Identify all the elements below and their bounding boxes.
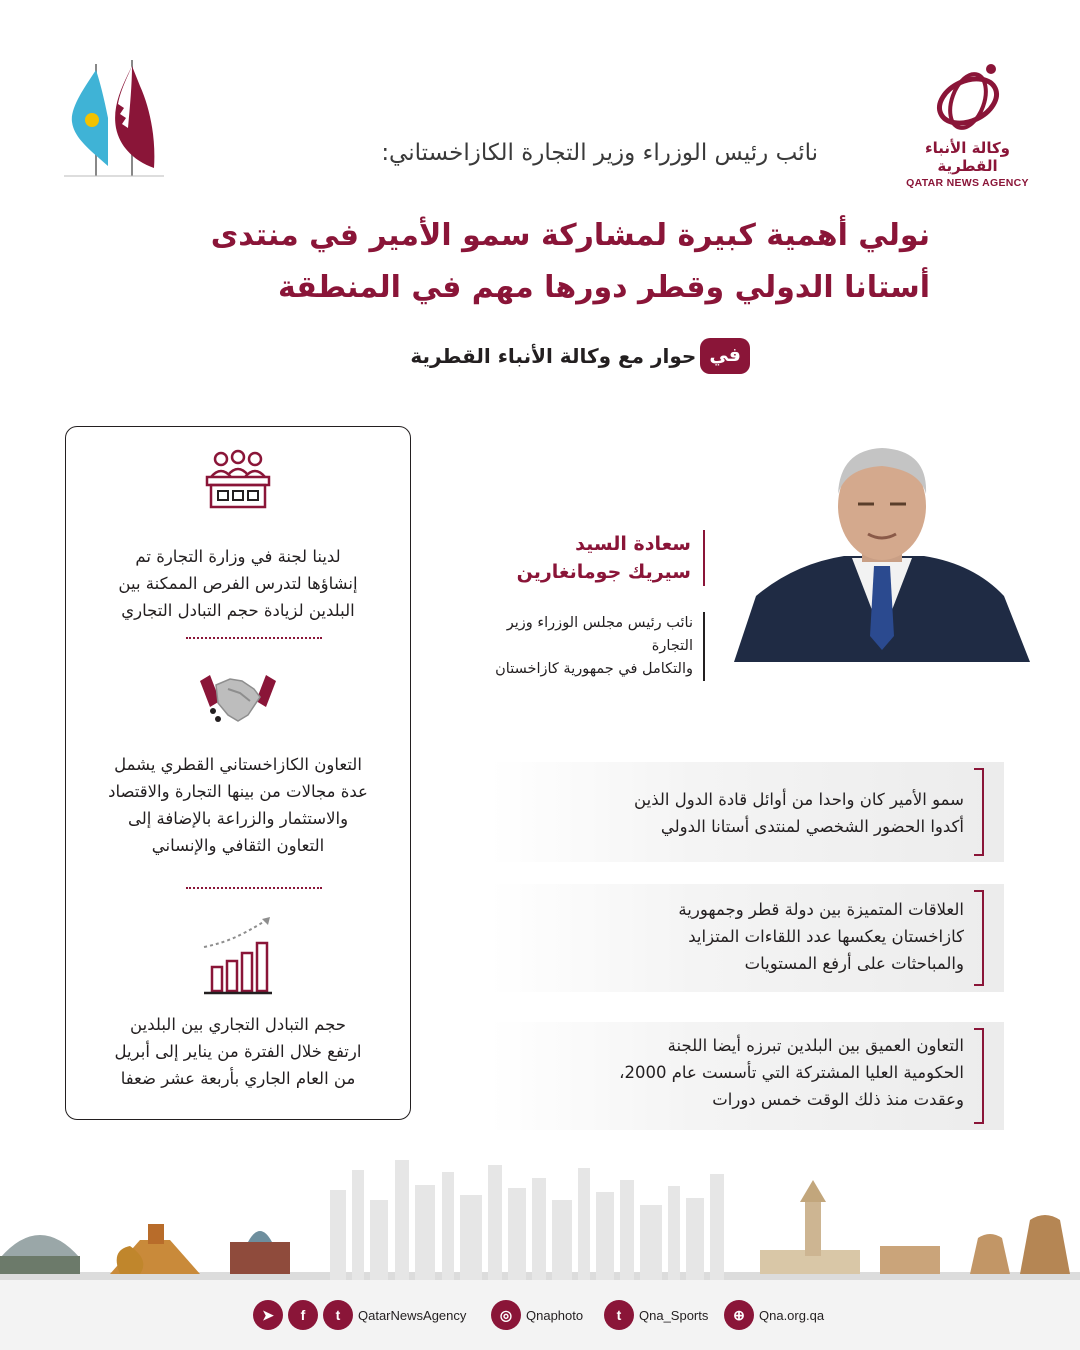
key-point-line: والاستثمار والزراعة بالإضافة إلى	[127, 809, 349, 828]
person-name: سيريك جومانغارين	[516, 561, 691, 583]
key-point-line: البلدين لزيادة حجم التبادل التجاري	[121, 601, 355, 620]
key-point-line: ارتفع خلال الفترة من يناير إلى أبريل	[114, 1042, 362, 1061]
subtitle: نائب رئيس الوزراء وزير التجارة الكازاخستاني:	[381, 140, 818, 166]
person-title: سعادة السيد	[575, 533, 691, 555]
person-position-block	[465, 612, 705, 681]
key-point-line: من العام الجاري بأربعة عشر ضعفا	[120, 1069, 356, 1088]
handshake-icon	[198, 667, 278, 731]
quote-line: أكدوا الحضور الشخصي لمنتدى أستانا الدولي	[660, 817, 964, 836]
quote-bracket	[974, 890, 984, 986]
quote-box	[490, 884, 1004, 992]
key-point	[66, 917, 410, 1092]
quote-bracket	[974, 768, 984, 856]
facebook-icon[interactable]: f	[288, 1300, 318, 1330]
divider	[186, 637, 322, 639]
portrait-image	[734, 436, 1030, 662]
person-name-block	[505, 530, 705, 586]
quote-line: كازاخستان يعكسها عدد اللقاءات المتزايد	[688, 927, 964, 946]
social-handle-main[interactable]: QatarNewsAgency	[358, 1307, 467, 1323]
divider	[186, 887, 322, 889]
social-handle-photo[interactable]: Qnaphoto	[526, 1307, 584, 1323]
skyline-image	[0, 1150, 1080, 1300]
logo-english-name: QATAR NEWS AGENCY	[906, 177, 1029, 189]
headline-line: أستانا الدولي وقطر دورها مهم في المنطقة	[277, 270, 930, 305]
person-position-line: نائب رئيس مجلس الوزراء وزير التجارة	[506, 615, 693, 654]
logo-arabic-name: وكالة الأنباء القطرية	[925, 139, 1010, 175]
committee-icon	[205, 449, 271, 511]
quote-bracket	[974, 1028, 984, 1124]
quote-line: الحكومية العليا المشتركة التي تأسست عام 2000،	[619, 1063, 964, 1082]
quote-line: العلاقات المتميزة بين دولة قطر وجمهورية	[678, 900, 964, 919]
headline	[100, 210, 930, 314]
key-point-line: عدة مجالات من بينها التجارة والاقتصاد	[108, 782, 368, 801]
quote-line: وعقدت منذ ذلك الوقت خمس دورات	[712, 1090, 964, 1109]
flags-image	[64, 58, 164, 182]
interview-text: حوار مع وكالة الأنباء القطرية	[410, 344, 697, 368]
quote-box	[490, 762, 1004, 862]
qna-emblem-icon	[933, 55, 1003, 135]
interview-label	[410, 338, 750, 374]
qna-logo	[900, 55, 1035, 189]
globe-icon[interactable]: ⊕	[724, 1300, 754, 1330]
social-photo[interactable]	[491, 1300, 583, 1330]
quote-line: سمو الأمير كان واحدا من أوائل قادة الدول الذين	[634, 790, 964, 809]
quote-box	[490, 1022, 1004, 1130]
key-points-panel	[65, 426, 411, 1120]
headline-line: نولي أهمية كبيرة لمشاركة سمو الأمير في منتدى	[210, 218, 930, 253]
instagram-icon[interactable]: ◎	[491, 1300, 521, 1330]
telegram-icon[interactable]: ➤	[253, 1300, 283, 1330]
key-point-line: لدينا لجنة في وزارة التجارة تم	[135, 547, 341, 566]
website-url[interactable]: Qna.org.qa	[759, 1307, 825, 1323]
key-point-line: التعاون الكازاخستاني القطري يشمل	[114, 755, 362, 774]
key-point-line: التعاون الثقافي والإنساني	[151, 836, 325, 855]
key-point-line: حجم التبادل التجاري بين البلدين	[130, 1015, 346, 1034]
twitter-icon[interactable]: t	[323, 1300, 353, 1330]
key-point	[66, 667, 410, 859]
twitter-icon[interactable]: t	[604, 1300, 634, 1330]
social-main[interactable]	[253, 1300, 466, 1330]
key-point-line: إنشاؤها لتدرس الفرص الممكنة بين	[118, 574, 358, 593]
social-sports[interactable]	[604, 1300, 708, 1330]
quote-line: التعاون العميق بين البلدين تبرزه أيضا اللجنة	[667, 1036, 964, 1055]
key-point	[66, 449, 410, 624]
social-handle-sports[interactable]: Qna_Sports	[639, 1307, 709, 1323]
person-position-line: والتكامل في جمهورية كازاخستان	[495, 661, 693, 677]
quote-line: والمباحثات على أرفع المستويات	[744, 954, 964, 973]
website-link[interactable]	[724, 1300, 824, 1330]
growth-chart-icon	[200, 917, 276, 997]
interview-badge: في	[700, 338, 750, 374]
